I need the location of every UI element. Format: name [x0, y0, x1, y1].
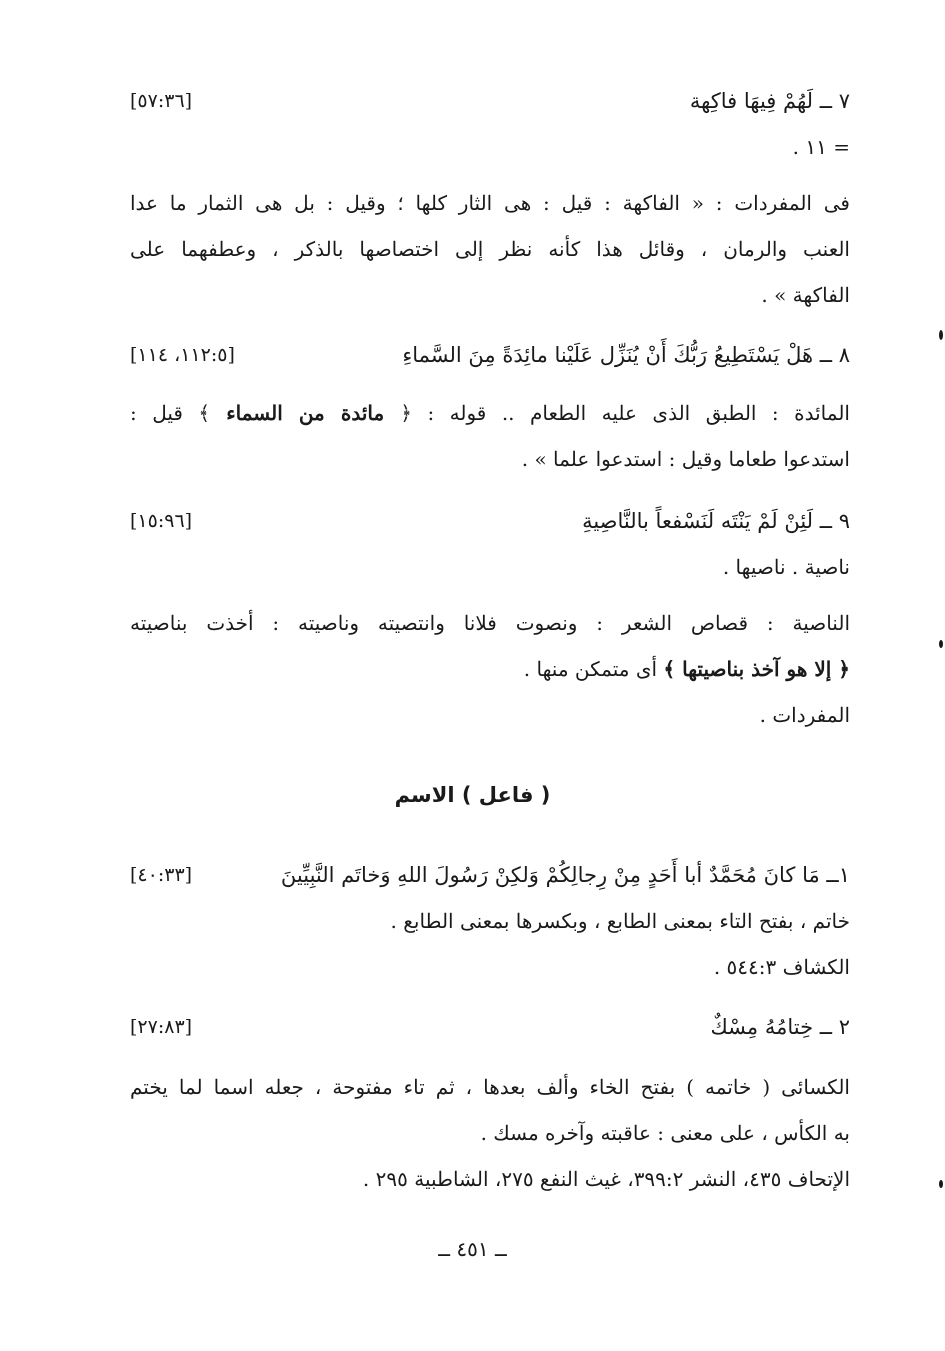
commentary-7-line-2: العنب والرمان ، وقائل هذا كأنه نظر إلى اختصاصها بالذكر ، وعطفهما على [130, 237, 850, 261]
quran-quote-maida: مائدة من السماء [210, 401, 401, 425]
commentary-9-text-end: أى متمكن منها . [523, 657, 664, 681]
commentary-f2-line-1: الكسائى ( خاتمه ) بفتح الخاء وألف بعدها ، ثم تاء مفتوحة ، جعله اسما لما يختم [130, 1075, 850, 1099]
verse-9: ٩ ــ لَئِنْ لَمْ يَنْتَه لَنَسْفعاً بالنَّاصِيةِ [582, 509, 850, 533]
verse-f2: ٢ ــ خِتامُهُ مِسْكٌ [710, 1015, 850, 1039]
verse-7: ٧ ــ لَهُمْ فِيهَا فاكِهة [689, 89, 850, 113]
verse-9-note: ناصية . ناصيها . [722, 555, 850, 579]
commentary-7-line-1: فى المفردات : « الفاكهة : قيل : هى الثار كلها ؛ وقيل : بل هى الثمار ما عدا [130, 191, 850, 215]
commentary-9-source: المفردات . [759, 703, 850, 727]
commentary-7-line-3: الفاكهة » . [761, 283, 850, 307]
verse-8-reference: [١١٢:٥، ١١٤] [130, 344, 235, 366]
commentary-9-line-2 [130, 654, 850, 684]
commentary-8-text-end: ﴾ قيل : [130, 401, 211, 425]
quran-quote-nasiya: ﴿ إلا هو آخذ بناصيتها ﴾ [663, 657, 850, 681]
verse-f1-reference: [٤٠:٣٣] [130, 864, 193, 886]
commentary-f1: خاتم ، بفتح التاء بمعنى الطابع ، وبكسرها بمعنى الطابع . [390, 909, 850, 933]
commentary-8-text: المائدة : الطبق الذى عليه الطعام .. قوله : ﴿ [400, 401, 850, 425]
commentary-f1-source: الكشاف ٥٤٤:٣ . [713, 955, 850, 979]
verse-7-reference: [٥٧:٣٦] [130, 90, 193, 112]
scan-mark [939, 640, 943, 648]
section-heading: ( فاعل ) الاسم [394, 783, 551, 807]
verse-f2-reference: [٢٧:٨٣] [130, 1016, 193, 1038]
scan-mark [939, 1180, 943, 1188]
commentary-f2-source: الإتحاف ٤٣٥، النشر ٣٩٩:٢، غيث النفع ٢٧٥، الشاطبية ٢٩٥ . [362, 1167, 850, 1191]
verse-f1: ١ــ مَا كانَ مُحَمَّدٌ أبا أَحَدٍ مِنْ رِجالِكُمْ وَلكِنْ رَسُولَ اللهِ وَخاتَم النَّبِيِّينَ [280, 863, 850, 887]
page-number: ــ ٤٥١ ــ [438, 1237, 507, 1261]
commentary-f2-line-2: به الكأس ، على معنى : عاقبته وآخره مسك . [480, 1121, 850, 1145]
verse-8: ٨ ــ هَلْ يَسْتَطِيعُ رَبُّكَ أَنْ يُنَزِّل عَلَيْنا مائِدَةً مِنَ السَّماءِ [402, 343, 850, 367]
scan-mark [939, 330, 943, 340]
verse-9-reference: [١٥:٩٦] [130, 510, 193, 532]
commentary-9-line-1: الناصية : قصاص الشعر : ونصوت فلانا وانتصيته وناصيته : أخذت بناصيته [130, 611, 850, 635]
verse-7-continuation: = ١١ . [792, 135, 850, 159]
commentary-8-line-2: استدعوا طعاما وقيل : استدعوا علما » . [521, 447, 850, 471]
commentary-8-line-1 [130, 398, 850, 428]
